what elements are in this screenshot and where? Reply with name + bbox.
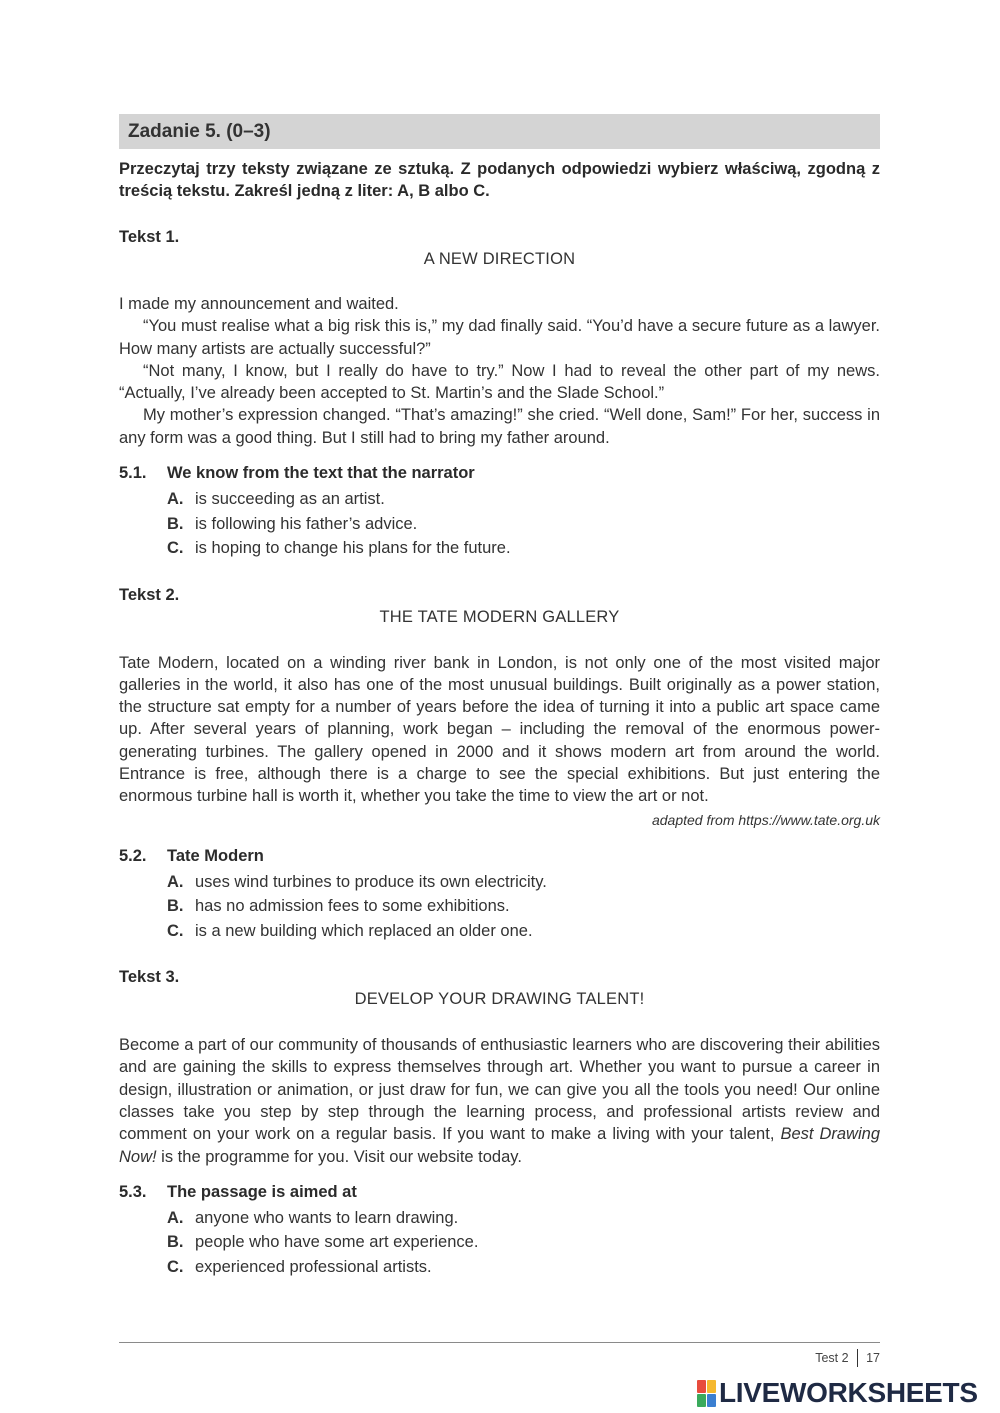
question-5-1 bbox=[119, 462, 880, 561]
text-1-paragraph: My mother’s expression changed. “That’s amazing!” she cried. “Well done, Sam!” For her, success in any form was a good thing. But I still had to bring my father around. bbox=[119, 406, 880, 447]
text-1-body bbox=[119, 293, 880, 449]
question-number: 5.2. bbox=[119, 846, 147, 865]
page-footer bbox=[119, 1342, 880, 1365]
option-letter: C. bbox=[167, 921, 184, 940]
question-5-2 bbox=[119, 845, 880, 944]
option-letter: C. bbox=[167, 1257, 184, 1276]
question-stem: Tate Modern bbox=[167, 846, 264, 865]
answer-option-b[interactable] bbox=[167, 512, 880, 537]
answer-options bbox=[167, 870, 880, 944]
task-instruction: Przeczytaj trzy teksty związane ze sztuką. Z podanych odpowiedzi wybierz właściwą, zgodną z treścią tekstu. Zakreśl jedną z liter: A, B albo C. bbox=[119, 160, 880, 200]
answer-options bbox=[167, 1206, 880, 1280]
answer-option-c[interactable] bbox=[167, 919, 880, 944]
option-letter: A. bbox=[167, 1208, 184, 1227]
question-number: 5.1. bbox=[119, 464, 147, 483]
option-text: is hoping to change his plans for the future. bbox=[195, 539, 511, 558]
liveworksheets-brand[interactable] bbox=[697, 1377, 978, 1409]
question-5-3 bbox=[119, 1181, 880, 1280]
answer-option-b[interactable] bbox=[167, 1230, 880, 1255]
option-text: anyone who wants to learn drawing. bbox=[195, 1208, 459, 1227]
option-text: uses wind turbines to produce its own electricity. bbox=[195, 872, 547, 891]
question-stem: The passage is aimed at bbox=[167, 1182, 357, 1201]
answer-option-c[interactable] bbox=[167, 1255, 880, 1280]
option-letter: B. bbox=[167, 514, 184, 533]
option-text: is succeeding as an artist. bbox=[195, 490, 385, 509]
test-label: Test 2 bbox=[815, 1351, 849, 1365]
answer-option-a[interactable] bbox=[167, 1206, 880, 1231]
option-text: people who have some art experience. bbox=[195, 1233, 479, 1252]
text-2-title: THE TATE MODERN GALLERY bbox=[379, 607, 620, 626]
brand-name: LIVEWORKSHEETS bbox=[719, 1377, 978, 1408]
text-2-label: Tekst 2. bbox=[119, 585, 180, 604]
option-letter: B. bbox=[167, 897, 184, 916]
option-letter: A. bbox=[167, 490, 184, 509]
answer-option-a[interactable] bbox=[167, 870, 880, 895]
text-1-title: A NEW DIRECTION bbox=[423, 250, 576, 268]
page-number: 17 bbox=[866, 1351, 880, 1365]
programme-name: Best Drawing Now! bbox=[119, 1125, 880, 1166]
text-1-paragraph: “Not many, I know, but I really do have to try.” Now I had to reveal the other part of my news. “Actually, I’ve already been accepted to St. Martin’s and the Slade School.” bbox=[119, 361, 880, 403]
text-1-paragraph: I made my announcement and waited. bbox=[119, 295, 399, 313]
liveworksheets-logo-icon bbox=[697, 1380, 716, 1407]
option-letter: B. bbox=[167, 1233, 184, 1252]
text-3-paragraph bbox=[119, 1034, 880, 1168]
source-citation: adapted from https://www.tate.org.uk bbox=[651, 811, 880, 828]
text-3-label: Tekst 3. bbox=[119, 968, 180, 987]
text-1-label: Tekst 1. bbox=[119, 228, 180, 246]
answer-option-c[interactable] bbox=[167, 536, 880, 561]
text-3-paragraph-start: Become a part of our community of thousands of enthusiastic learners who are discovering their abilities and are gaining the skills to express themselves through art. Whether you want to pursue a career in design, illustration or animation, or just draw for fun, we can give you all the tools you need! Our online classes take you step by step through the learning process, and professional artists review and comment on your work on a regular basis. If you want to make a living with your talent, bbox=[119, 1036, 880, 1144]
option-text: is a new building which replaced an older one. bbox=[195, 921, 533, 940]
footer-divider bbox=[857, 1349, 859, 1367]
task-header: Zadanie 5. (0–3) bbox=[119, 114, 880, 149]
answer-options bbox=[167, 487, 880, 561]
option-text: is following his father’s advice. bbox=[195, 514, 418, 533]
text-2-paragraph: Tate Modern, located on a winding river bank in London, is not only one of the most visited major galleries in the world, it also has one of the most unusual buildings. Built originally as a power station, the structure sat empty for a number of years before the idea of turning it into a public art space came up. After several years of planning, work began – including the removal of the enormous power-generating turbines. The gallery opened in 2000 and it shows modern art from around the world. Entrance is free, although there is a charge to see the special exhibitions. But just entering the enormous turbine hall is worth it, whether you take the time to view the art or not. bbox=[119, 653, 880, 806]
answer-option-a[interactable] bbox=[167, 487, 880, 512]
question-number: 5.3. bbox=[119, 1182, 147, 1201]
worksheet-page bbox=[119, 114, 880, 1279]
option-text: experienced professional artists. bbox=[195, 1257, 432, 1276]
option-letter: A. bbox=[167, 872, 184, 891]
text-3-title: DEVELOP YOUR DRAWING TALENT! bbox=[354, 990, 645, 1009]
option-letter: C. bbox=[167, 539, 184, 558]
option-text: has no admission fees to some exhibitions. bbox=[195, 897, 510, 916]
answer-option-b[interactable] bbox=[167, 894, 880, 919]
question-stem: We know from the text that the narrator bbox=[167, 464, 475, 483]
text-3-paragraph-end: is the programme for you. Visit our website today. bbox=[156, 1147, 522, 1166]
text-1-paragraph: “You must realise what a big risk this is,” my dad finally said. “You’d have a secure future as a lawyer. How many artists are actually successful?” bbox=[119, 317, 880, 358]
